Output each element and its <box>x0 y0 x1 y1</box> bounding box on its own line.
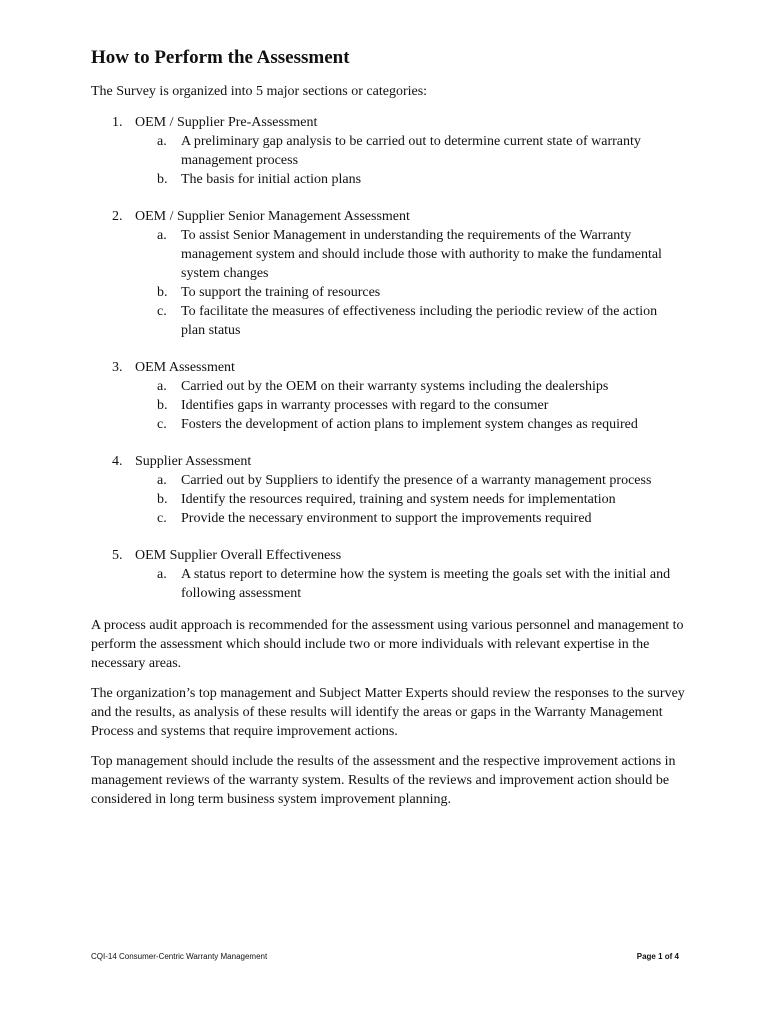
list-item <box>0 226 768 283</box>
item-text: A preliminary gap analysis to be carried out to determine current state of warranty management process <box>181 134 641 168</box>
item-text: Identifies gaps in warranty processes with regard to the consumer <box>181 398 549 413</box>
item-letter: a. <box>157 134 167 149</box>
page-number: Page 1 of 4 <box>636 952 679 961</box>
paragraph-review: The organization’s top management and Subject Matter Experts should review the responses to the survey and the results, as analysis of these results will identify the areas or gaps in the Warranty Management Process and systems that require improvement actions. <box>91 686 685 739</box>
item-text: A status report to determine how the system is meeting the goals set with the initial and following assessment <box>181 567 671 601</box>
list-item <box>0 377 768 396</box>
section-title: OEM Supplier Overall Effectiveness <box>135 548 342 563</box>
item-text: To support the training of resources <box>181 285 381 300</box>
list-item <box>0 509 768 528</box>
section-3 <box>0 358 768 434</box>
section-title: OEM Assessment <box>135 360 235 375</box>
item-letter: a. <box>157 379 167 394</box>
section-list <box>0 113 768 621</box>
list-item <box>0 302 768 340</box>
list-item <box>0 471 768 490</box>
item-text: Carried out by the OEM on their warranty systems including the dealerships <box>181 379 609 394</box>
section-number: 5. <box>112 548 123 563</box>
paragraph-audit-approach: A process audit approach is recommended for the assessment using various personnel and management to perform the assessment which should include two or more individuals with relevant expertise in the necessary areas. <box>91 618 684 671</box>
item-letter: c. <box>157 417 167 432</box>
item-letter: c. <box>157 304 167 319</box>
section-5 <box>0 546 768 603</box>
section-number: 1. <box>112 115 123 130</box>
item-letter: c. <box>157 511 167 526</box>
section-1 <box>0 113 768 189</box>
list-item <box>0 283 768 302</box>
page-title: How to Perform the Assessment <box>91 47 350 68</box>
section-2 <box>0 207 768 340</box>
list-item <box>0 565 768 603</box>
list-item <box>0 170 768 189</box>
item-text: Provide the necessary environment to support the improvements required <box>181 511 592 526</box>
item-letter: a. <box>157 567 167 582</box>
item-letter: b. <box>157 172 168 187</box>
section-title: OEM / Supplier Senior Management Assessment <box>135 209 410 224</box>
item-letter: a. <box>157 228 167 243</box>
footer-document-title: CQI-14 Consumer-Centric Warranty Management <box>91 952 268 961</box>
section-title: OEM / Supplier Pre-Assessment <box>135 115 318 130</box>
list-item <box>0 132 768 170</box>
list-item <box>0 415 768 434</box>
page-footer <box>91 951 679 963</box>
item-text: The basis for initial action plans <box>181 172 362 187</box>
section-number: 3. <box>112 360 123 375</box>
item-letter: b. <box>157 285 168 300</box>
item-text: Identify the resources required, training and system needs for implementation <box>181 492 616 507</box>
section-number: 2. <box>112 209 123 224</box>
section-4 <box>0 452 768 528</box>
item-letter: a. <box>157 473 167 488</box>
body-paragraphs <box>91 616 691 820</box>
item-text: To facilitate the measures of effectiveness including the periodic review of the action plan status <box>181 304 658 338</box>
item-letter: b. <box>157 398 168 413</box>
list-item <box>0 396 768 415</box>
item-letter: b. <box>157 492 168 507</box>
item-text: Carried out by Suppliers to identify the presence of a warranty management process <box>181 473 652 488</box>
section-number: 4. <box>112 454 123 469</box>
item-text: Fosters the development of action plans to implement system changes as required <box>181 417 638 432</box>
intro-text: The Survey is organized into 5 major sections or categories: <box>91 84 428 99</box>
item-text: To assist Senior Management in understanding the requirements of the Warranty management system and should include those with authority to make the fundamental system changes <box>181 228 662 281</box>
section-title: Supplier Assessment <box>135 454 252 469</box>
list-item <box>0 490 768 509</box>
paragraph-management: Top management should include the results of the assessment and the respective improvement actions in management reviews of the warranty system. Results of the reviews and improvement action should be considered in long term business system improvement planning. <box>91 754 676 807</box>
